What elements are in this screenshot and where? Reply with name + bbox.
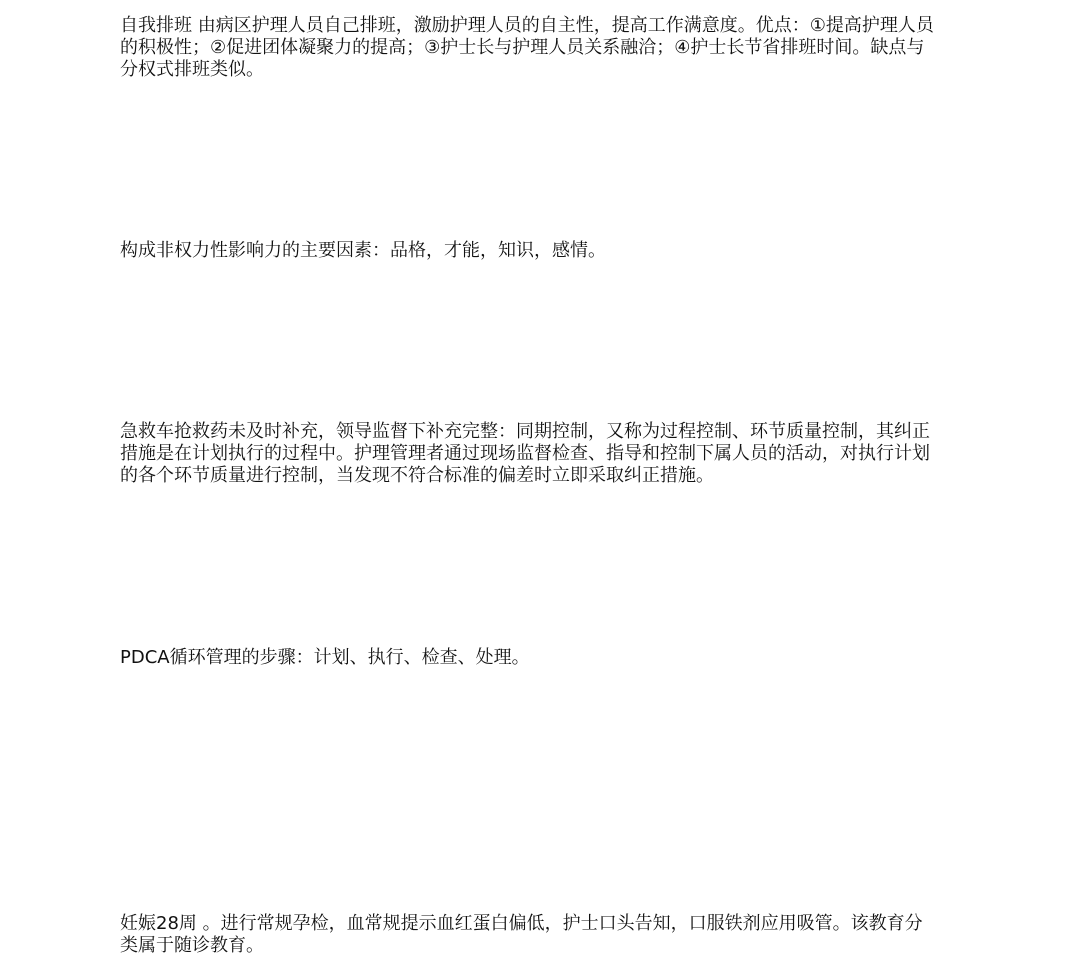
paragraph-non-authority-influence: 构成非权力性影响力的主要因素：品格，才能，知识，感情。 (120, 240, 606, 261)
paragraph-pdca-cycle: PDCA循环管理的步骤：计划、执行、检查、处理。 (120, 647, 530, 668)
paragraph-pregnancy-education: 妊娠28周 。进行常规孕检，血常规提示血红蛋白偏低，护士口头告知，口服铁剂应用吸管。该教育分类属于随诊教育。 (120, 913, 923, 956)
paragraph-self-scheduling: 自我排班 由病区护理人员自己排班，激励护理人员的自主性，提高工作满意度。优点：①提高护理人员的积极性；②促进团体凝聚力的提高；③护士长与护理人员关系融洽；④护士长节省排班时间。缺点与分权式排班类似。 (120, 15, 934, 80)
paragraph-concurrent-control: 急救车抢救药未及时补充，领导监督下补充完整：同期控制，又称为过程控制、环节质量控制，其纠正措施是在计划执行的过程中。护理管理者通过现场监督检查、指导和控制下属人员的活动，对执行计划的各个环节质量进行控制，当发现不符合标准的偏差时立即采取纠正措施。 (120, 421, 930, 486)
